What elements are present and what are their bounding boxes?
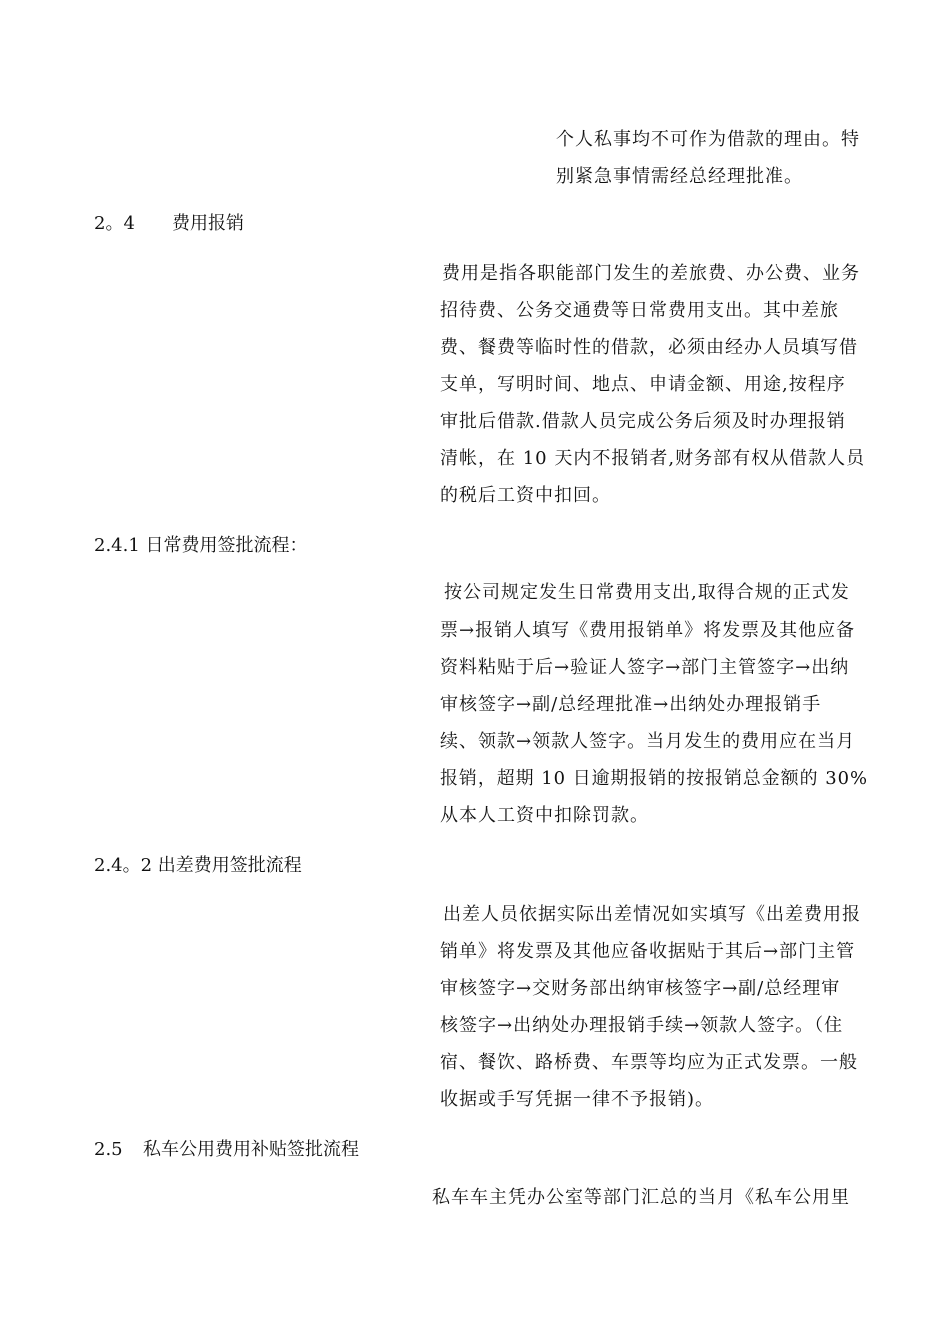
paragraph-line: 审核签字→交财务部出纳审核签字→副/总经理审 [440,978,841,999]
paragraph-line: 费用是指各职能部门发生的差旅费、办公费、业务 [442,263,860,284]
section-number: 2。4 [94,213,135,234]
section-number: 2.5 [94,1139,123,1160]
paragraph-line: 清帐，在 10 天内不报销者,财务部有权从借款人员 [440,448,866,469]
paragraph-line: 费、餐费等临时性的借款，必须由经办人员填写借 [440,337,858,358]
paragraph-line: 审核签字→副/总经理批准→出纳处办理报销手 [440,694,822,715]
paragraph-line: 别紧急事情需经总经理批准。 [556,166,803,187]
section-heading: 2.4。2 出差费用签批流程 [94,855,302,876]
paragraph-line: 支单，写明时间、地点、申请金额、用途,按程序 [440,374,846,395]
paragraph-line: 票→报销人填写《费用报销单》将发票及其他应备 [440,620,856,641]
paragraph-line: 报销，超期 10 日逾期报销的按报销总金额的 30% [440,768,869,789]
paragraph-line: 的税后工资中扣回。 [440,485,611,506]
section-title: 私车公用费用补贴签批流程 [143,1139,359,1160]
section-heading: 2.4.1 日常费用签批流程： [94,535,308,556]
paragraph-line: 销单》将发票及其他应备收据贴于其后→部门主管 [440,941,856,962]
paragraph-line: 个人私事均不可作为借款的理由。特 [556,129,860,150]
paragraph-line: 招待费、公务交通费等日常费用支出。其中差旅 [440,300,839,321]
section-title: 费用报销 [172,213,244,234]
paragraph-line: 收据或手写凭据一律不予报销)。 [440,1089,715,1110]
paragraph-line: 私车车主凭办公室等部门汇总的当月《私车公用里 [432,1187,850,1208]
paragraph-line: 资料粘贴于后→验证人签字→部门主管签字→出纳 [440,657,850,678]
paragraph-line: 按公司规定发生日常费用支出,取得合规的正式发 [444,582,850,603]
paragraph-line: 出差人员依据实际出差情况如实填写《出差费用报 [443,904,861,925]
paragraph-line: 从本人工资中扣除罚款。 [440,805,649,826]
paragraph-line: 审批后借款.借款人员完成公务后须及时办理报销 [440,411,846,432]
paragraph-line: 核签字→出纳处办理报销手续→领款人签字。（住 [440,1015,844,1036]
paragraph-line: 宿、餐饮、路桥费、车票等均应为正式发票。一般 [440,1052,858,1073]
paragraph-line: 续、领款→领款人签字。当月发生的费用应在当月 [440,731,856,752]
